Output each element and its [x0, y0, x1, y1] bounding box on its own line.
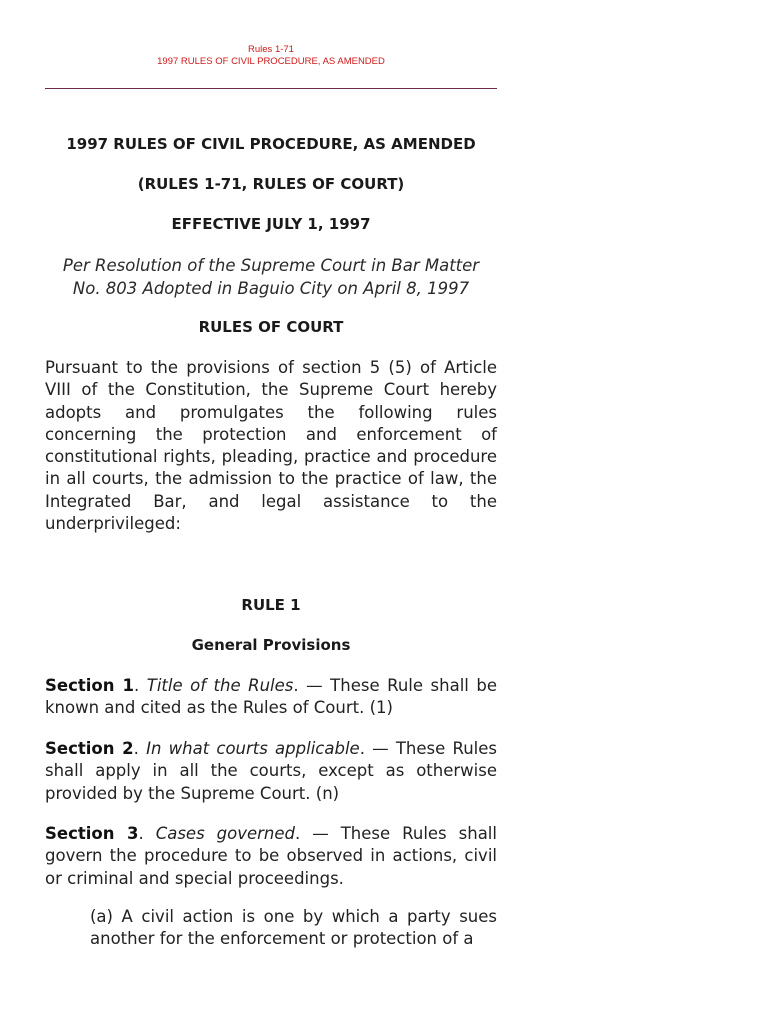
resolution-line-1: Per Resolution of the Supreme Court in Bar Matter — [62, 256, 480, 275]
running-header-title: 1997 RULES OF CIVIL PROCEDURE, AS AMENDED — [157, 56, 385, 67]
section-heading: Cases governed — [155, 824, 295, 843]
document-subtitle: (RULES 1-71, RULES OF COURT) — [137, 175, 405, 193]
section-label: Section 3 — [45, 824, 139, 843]
section-text: These Rule shall be known and cited as the Rules of Court. (1) — [45, 676, 497, 718]
document-title: 1997 RULES OF CIVIL PROCEDURE, AS AMENDED — [66, 135, 476, 153]
preamble-paragraph: Pursuant to the provisions of section 5 (5) of Article VIII of the Constitution, the Supreme Court hereby adopts and promulgates the following rules concerning the protection and enforcement of constitutional rights, pleading, practice and procedure in all courts, the admission to the practice of law, the Integrated Bar, and legal assistance to the underprivileged: — [45, 358, 497, 534]
section-heading: In what courts applicable — [146, 739, 360, 758]
section-label: Section 1 — [45, 676, 134, 695]
resolution-line-2: No. 803 Adopted in Baguio City on April 8, 1997 — [72, 279, 470, 298]
section-label: Section 2 — [45, 739, 134, 758]
header-divider — [45, 88, 497, 89]
section-heading: Title of the Rules — [146, 676, 294, 695]
section-2: Section 2. In what courts applicable. — These Rules shall apply in all the courts, except as otherwise provided by the Supreme Court. (n) — [45, 739, 497, 803]
running-header-rules: Rules 1-71 — [248, 44, 294, 55]
rule-number: RULE 1 — [241, 596, 301, 614]
subsection-a: (a) A civil action is one by which a party sues another for the enforcement or protection of a — [90, 907, 497, 949]
section-3: Section 3. Cases governed. — These Rules shall govern the procedure to be observed in actions, civil or criminal and special proceedings. — [45, 824, 497, 888]
rules-of-court-heading: RULES OF COURT — [198, 318, 344, 336]
rule-title: General Provisions — [191, 636, 351, 654]
section-1: Section 1. Title of the Rules. — These Rule shall be known and cited as the Rules of Court. (1) — [45, 676, 497, 718]
effective-date: EFFECTIVE JULY 1, 1997 — [171, 215, 371, 233]
section-text: These Rules shall apply in all the courts, except as otherwise provided by the Supreme Court. (n) — [45, 739, 497, 803]
section-text: These Rules shall govern the procedure to be observed in actions, civil or criminal and special proceedings. — [45, 824, 497, 888]
